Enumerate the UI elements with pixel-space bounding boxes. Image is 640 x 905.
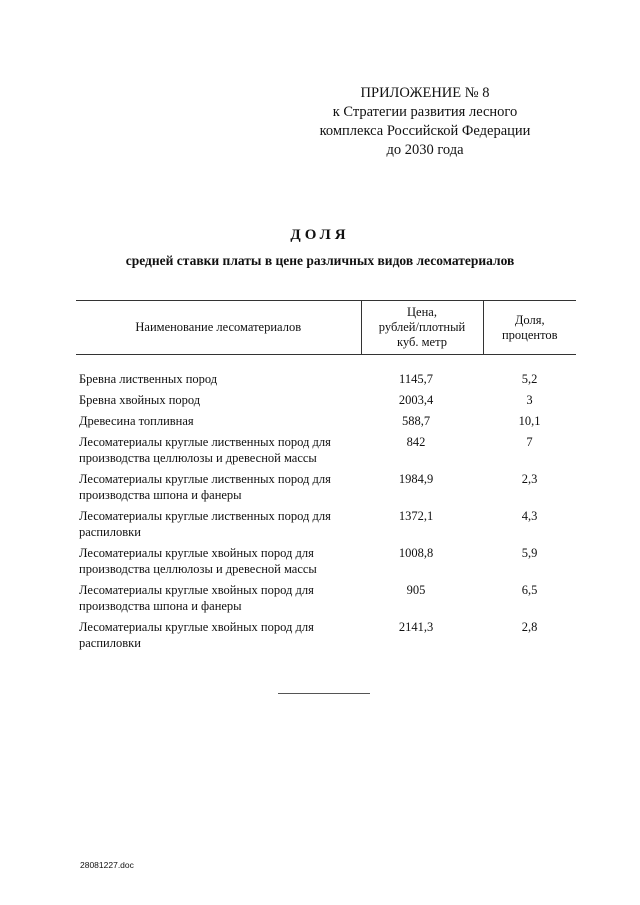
table-row <box>76 434 576 471</box>
row-price: 905 <box>406 583 426 597</box>
table-row <box>76 619 576 656</box>
table-row <box>76 355 576 393</box>
share-table-container <box>76 300 576 656</box>
row-share: 5,2 <box>521 372 538 386</box>
row-price: 2141,3 <box>398 620 434 634</box>
row-name: Лесоматериалы круглые хвойных пород для производства шпона и фанеры <box>79 583 314 613</box>
header-share: Доля, процентов <box>483 301 576 355</box>
row-share: 10,1 <box>518 414 541 428</box>
row-share: 7 <box>526 435 533 449</box>
row-share: 5,9 <box>521 546 538 560</box>
row-name: Древесина топливная <box>79 414 194 428</box>
row-price: 1984,9 <box>398 472 434 486</box>
row-share: 6,5 <box>521 583 538 597</box>
table-row <box>76 392 576 413</box>
appendix-ref-line-3: до 2030 года <box>386 142 464 158</box>
document-subtitle: средней ставки платы в цене различных видов лесоматериалов <box>125 253 515 268</box>
row-share: 4,3 <box>521 509 538 523</box>
table-row <box>76 508 576 545</box>
row-name: Лесоматериалы круглые лиственных пород для производства шпона и фанеры <box>79 472 331 502</box>
table-row <box>76 582 576 619</box>
table-row <box>76 471 576 508</box>
appendix-number: ПРИЛОЖЕНИЕ № 8 <box>360 85 490 101</box>
header-row <box>76 301 576 355</box>
appendix-ref-line-1: к Стратегии развития лесного <box>332 104 518 120</box>
appendix-header <box>300 84 550 160</box>
row-price: 1372,1 <box>398 509 434 523</box>
footer-filename: 28081227.doc <box>80 860 134 870</box>
appendix-ref-line-2: комплекса Российской Федерации <box>319 123 531 139</box>
table-row <box>76 413 576 434</box>
end-divider <box>278 693 370 694</box>
row-name: Лесоматериалы круглые лиственных пород для производства целлюлозы и древесной массы <box>79 435 331 465</box>
share-table <box>76 300 576 656</box>
row-share: 2,3 <box>521 472 538 486</box>
row-price: 2003,4 <box>398 393 434 407</box>
row-share: 3 <box>526 393 533 407</box>
row-price: 1008,8 <box>398 546 434 560</box>
row-price: 1145,7 <box>399 372 433 386</box>
row-name: Бревна хвойных пород <box>79 393 201 407</box>
row-name: Лесоматериалы круглые лиственных пород для распиловки <box>79 509 331 539</box>
row-price: 842 <box>406 435 426 449</box>
table-row <box>76 545 576 582</box>
header-price: Цена, рублей/плотный куб. метр <box>361 301 483 355</box>
row-share: 2,8 <box>521 620 538 634</box>
header-name: Наименование лесоматериалов <box>76 301 361 355</box>
table-body <box>76 355 576 657</box>
row-name: Бревна лиственных пород <box>79 372 218 386</box>
row-name: Лесоматериалы круглые хвойных пород для распиловки <box>79 620 314 650</box>
table-header <box>76 301 576 355</box>
document-title: ДОЛЯ <box>290 227 350 243</box>
row-name: Лесоматериалы круглые хвойных пород для производства целлюлозы и древесной массы <box>79 546 317 576</box>
row-price: 588,7 <box>401 414 431 428</box>
